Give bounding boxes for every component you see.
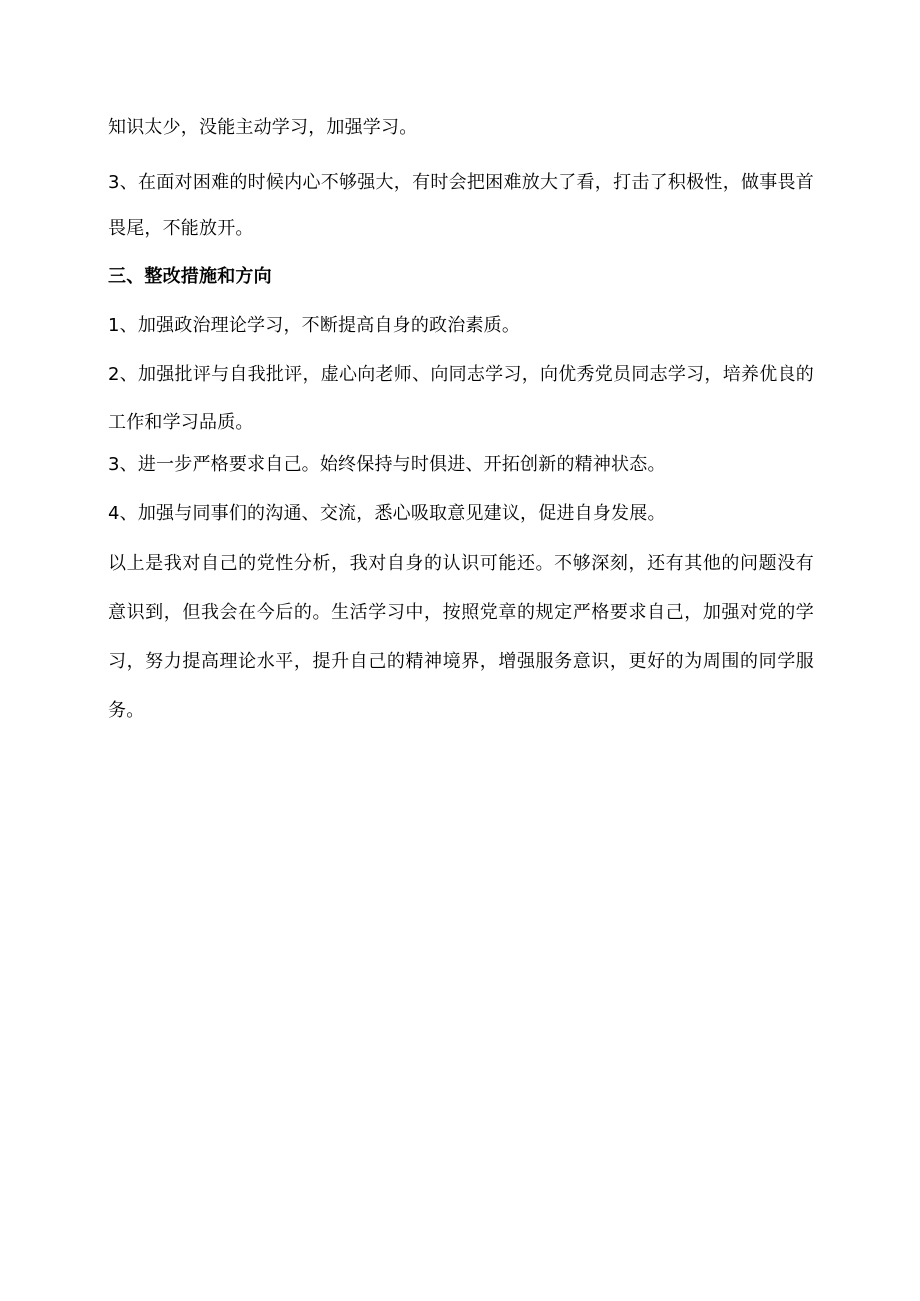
document-page bbox=[108, 110, 814, 735]
measure-item-2: 2、加强批评与自我批评，虚心向老师、向同志学习，向优秀党员同志学习，培养优良的工作和学习品质。 bbox=[108, 364, 814, 433]
paragraph-conclusion: 以上是我对自己的党性分析，我对自身的认识可能还。不够深刻，还有其他的问题没有意识到，但我会在今后的。生活学习中，按照党章的规定严格要求自己，加强对党的学习，努力提高理论水平，提升自己的精神境界，增强服务意识，更好的为周围的同学服务。 bbox=[108, 553, 814, 721]
section-heading: 三、整改措施和方向 bbox=[108, 266, 272, 287]
measure-item-3: 3、进一步严格要求自己。始终保持与时俱进、开拓创新的精神状态。 bbox=[108, 454, 666, 475]
measure-item-4: 4、加强与同事们的沟通、交流，悉心吸取意见建议，促进自身发展。 bbox=[108, 503, 666, 524]
paragraph-intro-continuation: 知识太少，没能主动学习，加强学习。 bbox=[108, 117, 418, 138]
paragraph-item-3: 3、在面对困难的时候内心不够强大，有时会把困难放大了看，打击了积极性，做事畏首畏尾，不能放开。 bbox=[108, 172, 814, 239]
measure-item-1: 1、加强政治理论学习，不断提高自身的政治素质。 bbox=[108, 315, 521, 336]
